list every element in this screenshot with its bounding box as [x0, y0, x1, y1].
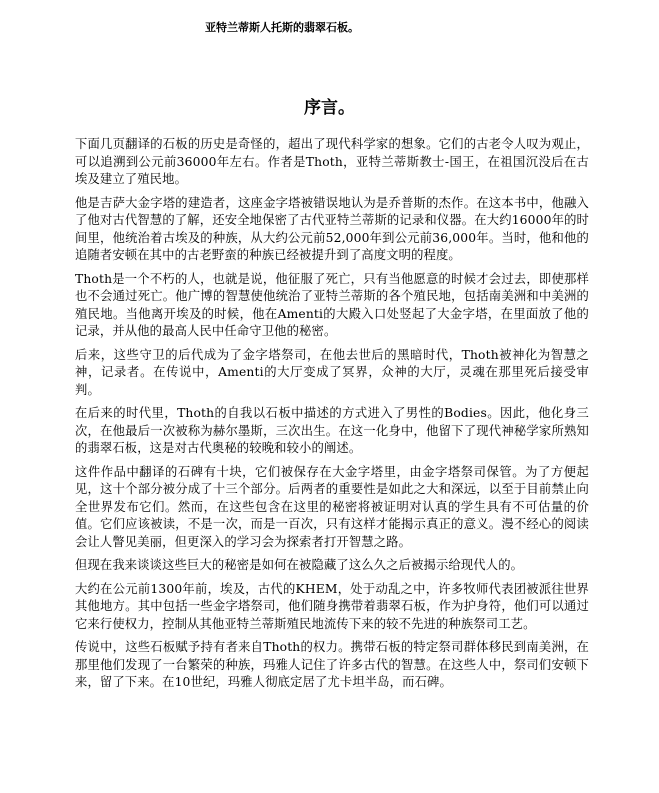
document-body: [75, 136, 589, 698]
paragraph-6: 这件作品中翻译的石碑有十块，它们被保存在大金字塔里，由金字塔祭司保管。为了方便起见，这十个部分被分成了十三个部分。后两者的重要性是如此之大和深远，以至于目前禁止向全世界发布它们。然而，在这些包含在这里的秘密将被证明对认真的学生具有不可估量的价值。它们应该被读，不是一次，而是一百次，只有这样才能揭示真正的意义。漫不经心的阅读会让人瞥见美丽，但更深入的学习会为探索者打开智慧之路。: [75, 464, 589, 549]
paragraph-7: 但现在我来谈谈这些巨大的秘密是如何在被隐藏了这么久之后被揭示给现代人的。: [75, 558, 524, 572]
paragraph-1: 下面几页翻译的石板的历史是奇怪的，超出了现代科学家的想象。它们的古老令人叹为观止，可以追溯到公元前36000年左右。作者是Thoth，亚特兰蒂斯教士-国王，在祖国沉没后在古埃及建立了殖民地。: [75, 137, 589, 186]
paragraph-8: 大约在公元前1300年前，埃及，古代的KHEM，处于动乱之中，许多牧师代表团被派往世界其他地方。其中包括一些金字塔祭司，他们随身携带着翡翠石板，作为护身符，他们可以通过它来行使权力，控制从其他亚特兰蒂斯殖民地流传下来的较不先进的种族祭司工艺。: [75, 581, 589, 631]
page-header: 亚特兰蒂斯人托斯的翡翠石板。: [205, 21, 359, 34]
paragraph-2: 他是吉萨大金字塔的建造者，这座金字塔被错误地认为是乔普斯的杰作。在这本书中，他融入了他对古代智慧的了解，还安全地保密了古代亚特兰蒂斯的记录和仪器。在大约16000年的时间里，他统治着古埃及的种族，从大约公元前52,000年到公元前36,000年。当时，他和他的追随者安顿在其中的古老野蛮的种族已经被提升到了高度文明的程度。: [75, 195, 589, 262]
paragraph-9: 传说中，这些石板赋予持有者来自Thoth的权力。携带石板的特定祭司群体移民到南美洲，在那里他们发现了一台繁荣的种族，玛雅人记住了许多古代的智慧。在这些人中，祭司们安顿下来，留了下来。在10世纪，玛雅人彻底定居了尤卡坦半岛，而石碑。: [75, 640, 589, 689]
paragraph-3: Thoth是一个不朽的人，也就是说，他征服了死亡，只有当他愿意的时候才会过去，即使那样也不会通过死亡。他广博的智慧使他统治了亚特兰蒂斯的各个殖民地，包括南美洲和中美洲的殖民地。当他离开埃及的时候，他在Amenti的大殿入口处竖起了大金字塔，在里面放了他的记录，并从他的最高人民中任命守卫他的秘密。: [75, 271, 589, 338]
paragraph-4: 后来，这些守卫的后代成为了金字塔祭司，在他去世后的黑暗时代，Thoth被神化为智慧之神，记录者。在传说中，Amenti的大厅变成了冥界，众神的大厅，灵魂在那里死后接受审判。: [75, 347, 589, 397]
paragraph-5: 在后来的时代里，Thoth的自我以石板中描述的方式进入了男性的Bodies。因此，他化身三次，在他最后一次被称为赫尔墨斯，三次出生。在这一化身中，他留下了现代神秘学家所熟知的翡翠石板，这是对古代奥秘的较晚和较小的阐述。: [75, 406, 589, 455]
page-title: 序言。: [304, 98, 355, 118]
